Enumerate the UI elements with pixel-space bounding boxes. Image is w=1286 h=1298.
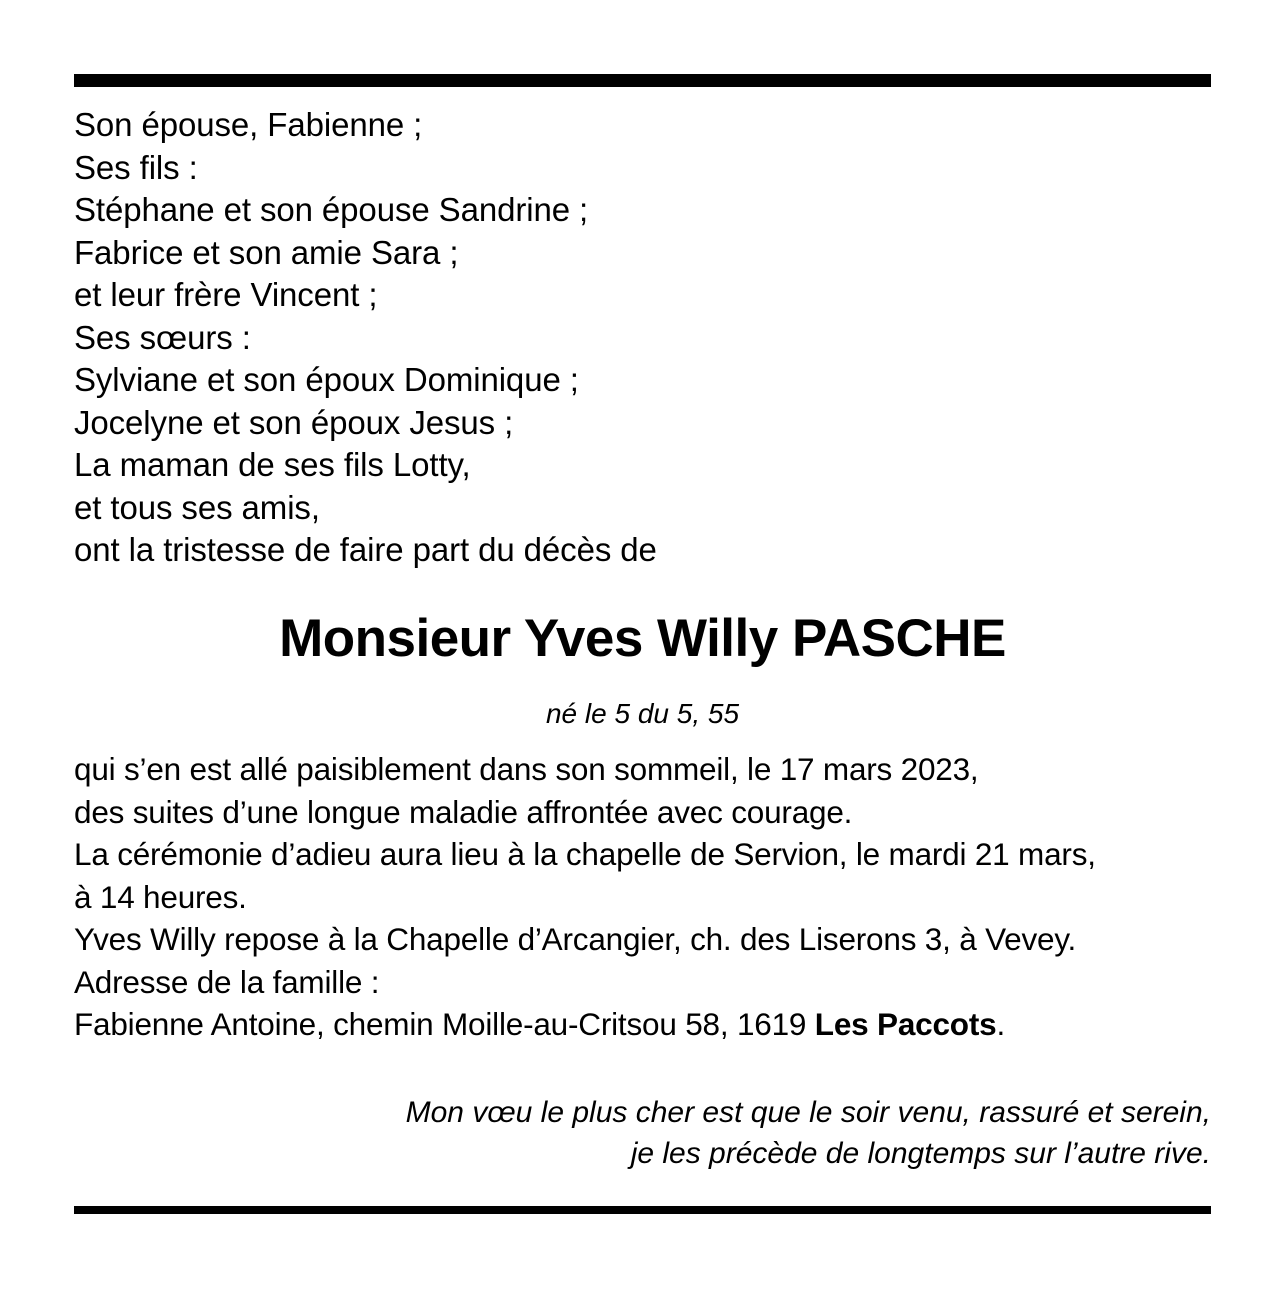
epitaph-block	[74, 1092, 1211, 1174]
family-line: Ses fils :	[74, 148, 198, 186]
family-line: Stéphane et son épouse Sandrine ;	[74, 191, 589, 228]
family-line: et leur frère Vincent ;	[74, 276, 378, 313]
family-address-prefix: Fabienne Antoine, chemin Moille-au-Critsou 58, 1619	[74, 1006, 815, 1042]
family-line: et tous ses amis,	[74, 488, 320, 526]
body-line: Adresse de la famille :	[74, 963, 380, 1000]
family-line: Jocelyne et son époux Jesus ;	[74, 403, 514, 441]
notice-body-block	[74, 748, 1234, 1046]
body-line: Yves Willy repose à la Chapelle d’Arcangier, ch. des Liserons 3, à Vevey.	[74, 921, 1077, 957]
family-line: La maman de ses fils Lotty,	[74, 446, 471, 483]
body-line: des suites d’une longue maladie affrontée avec courage.	[74, 793, 853, 830]
family-line: Fabrice et son amie Sara ;	[74, 233, 459, 271]
body-line: à 14 heures.	[74, 878, 247, 915]
top-divider-rule	[74, 74, 1211, 87]
deceased-name: Monsieur Yves Willy PASCHE	[279, 609, 1006, 668]
epitaph-line: Mon vœu le plus cher est que le soir venu, rassuré et serein,	[405, 1096, 1211, 1129]
family-announcement-block	[74, 104, 1214, 572]
family-line: Son épouse, Fabienne ;	[74, 106, 423, 143]
family-address-line	[74, 1003, 1234, 1046]
bottom-divider-rule	[74, 1206, 1211, 1214]
body-line: qui s’en est allé paisiblement dans son sommeil, le 17 mars 2023,	[74, 751, 979, 787]
birth-date-line: né le 5 du 5, 55	[545, 698, 740, 729]
family-address-suffix: .	[996, 1006, 1006, 1042]
family-line: ont la tristesse de faire part du décès de	[74, 531, 657, 568]
family-line: Ses sœurs :	[74, 318, 251, 356]
epitaph-line: je les précède de longtemps sur l’autre rive.	[630, 1137, 1211, 1170]
family-address-locality: Les Paccots	[814, 1006, 997, 1042]
body-line: La cérémonie d’adieu aura lieu à la chapelle de Servion, le mardi 21 mars,	[74, 836, 1096, 872]
family-line: Sylviane et son époux Dominique ;	[74, 361, 579, 398]
